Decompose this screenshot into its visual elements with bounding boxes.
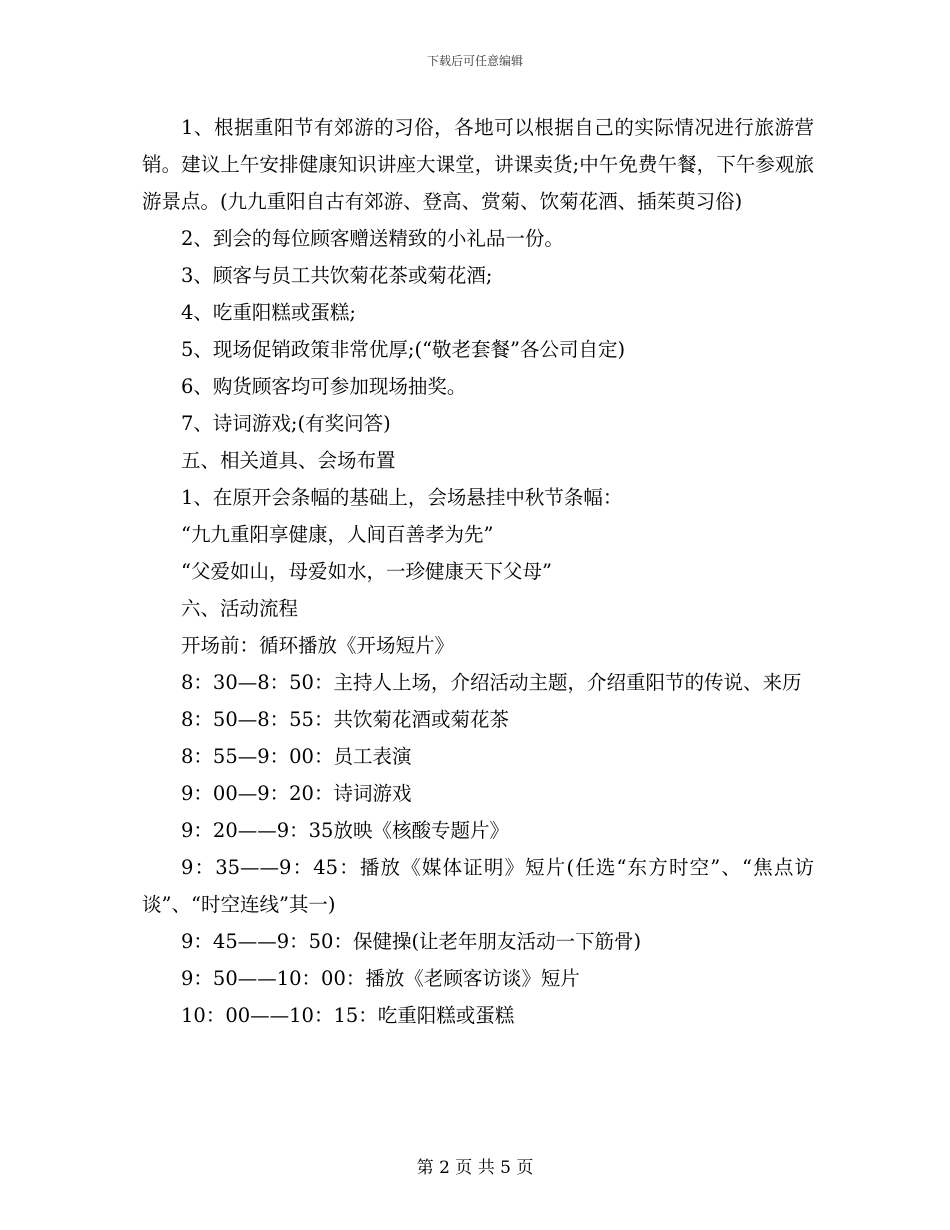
schedule-item-5: 9：20——9：35放映《核酸专题片》: [181, 819, 509, 842]
page-header: 下载后可任意编辑: [426, 54, 523, 68]
paragraph-banner-intro: 1、在原开会条幅的基础上，会场悬挂中秋节条幅：: [181, 486, 623, 509]
schedule-item-8: 9：50——10：00：播放《老顾客访谈》短片: [181, 967, 580, 990]
schedule-item-4: 9：00—9：20：诗词游戏: [181, 782, 412, 805]
section-heading-5: 五、相关道具、会场布置: [181, 449, 396, 472]
paragraph-1: 1、根据重阳节有郊游的习俗，各地可以根据自己的实际情况进行旅游营销。建议上午安排健康知识讲座大课堂，讲课卖货;中午免费午餐，下午参观旅游景点。(九九重阳自古有郊游、登高、赏菊、饮菊花酒、插茱萸习俗): [142, 116, 814, 213]
schedule-item-6: 9：35——9：45：播放《媒体证明》短片(任选“东方时空”、“焦点访谈”、“时空连线”其一): [142, 856, 814, 916]
schedule-item-pre: 开场前：循环播放《开场短片》: [181, 634, 455, 657]
paragraph-7: 7、诗词游戏;(有奖问答): [181, 412, 391, 435]
paragraph-5: 5、现场促销政策非常优厚;(“敬老套餐”各公司自定): [181, 338, 626, 361]
document-body: [142, 109, 814, 1034]
schedule-item-2: 8：50—8：55：共饮菊花酒或菊花茶: [181, 708, 509, 731]
banner-slogan-2: “父爱如山，母爱如水，一珍健康天下父母”: [181, 560, 552, 583]
schedule-item-7: 9：45——9：50：保健操(让老年朋友活动一下筋骨): [181, 930, 642, 953]
schedule-item-3: 8：55—9：00：员工表演: [181, 745, 412, 768]
paragraph-6: 6、购货顾客均可参加现场抽奖。: [181, 375, 467, 398]
section-heading-6: 六、活动流程: [181, 597, 299, 620]
banner-slogan-1: “九九重阳享健康，人间百善孝为先”: [181, 523, 494, 546]
page-footer: 第 2 页 共 5 页: [416, 1158, 534, 1178]
schedule-item-9: 10：00——10：15：吃重阳糕或蛋糕: [181, 1004, 515, 1027]
schedule-item-1: 8：30—8：50：主持人上场，介绍活动主题，介绍重阳节的传说、来历: [181, 671, 802, 694]
paragraph-2: 2、到会的每位顾客赠送精致的小礼品一份。: [181, 227, 564, 250]
paragraph-3: 3、顾客与员工共饮菊花茶或菊花酒;: [181, 264, 493, 287]
paragraph-4: 4、吃重阳糕或蛋糕;: [181, 301, 356, 324]
